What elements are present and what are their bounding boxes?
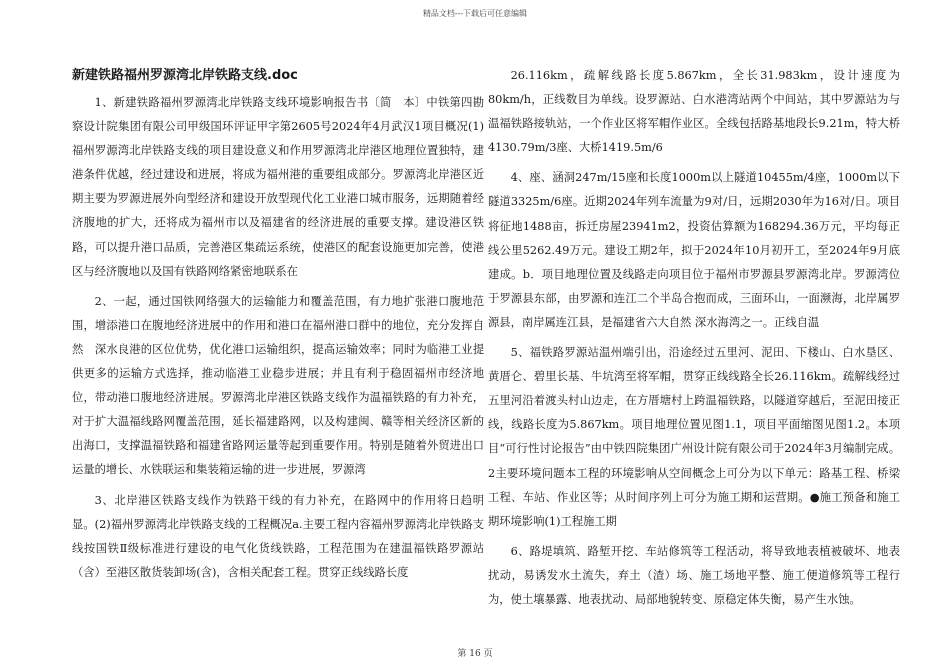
page-number: 第 16 页 xyxy=(457,649,493,659)
paragraph-1: 1、新建铁路福州罗源湾北岸铁路支线环境影响报告书〔简 本〕中铁第四勘察设计院集团有限公司甲级国环评证甲字第2605号2024年4月武汉1项目概况(1)福州罗源湾北岸铁路支线的项目建设意义和作用罗源湾北岸港区地理位置独特，建港条件优越，经过建设和进展，将成为福州港的重要组成部分。罗源湾北岸港区近期主要为罗源进展外向型经济和建设开放型现代化工业港口城市服务，远期随着经济腹地的扩大，还将成为福州市以及福建省的经济进展的重要支撑。建设港区铁路，可以提升港口品质，完善港区集疏运系统，使港区的配套设施更加完善，使港区与经济腹地以及国有铁路网络紧密地联系在 xyxy=(72,96,484,278)
paragraph-6: 6、路堤填筑、路堑开挖、车站修筑等工程活动，将导致地表植被破坏、地表扰动，易诱发水土流失，弃土（渣）场、施工场地平整、施工便道修筑等工程行为，使土壤暴露、地表扰动、局部地貌转变、原稳定体失衡，易产生水蚀。 xyxy=(488,544,900,606)
right-column xyxy=(488,64,900,618)
paragraph-continuation: 26.116km，疏解线路长度5.867km，全长31.983km，设计速度为80km/h，正线数目为单线。设罗源站、白水港湾站两个中间站，其中罗源站为与温福铁路接轨站，一个作业区将军帽作业区。全线包括路基地段长9.21m，特大桥4130.79m/3座、大桥1419.5m/6 xyxy=(488,69,900,155)
paragraph-2: 2、一起，通过国铁网络强大的运输能力和覆盖范围，有力地扩张港口腹地范围，增添港口在腹地经济进展中的作用和港口在福州港口群中的地位，充分发挥自然 深水良港的区位优势，优化港口运输组织，提高运输效率；同时为临港工业提供更多的运输方式选择，推动临港工业稳步进展；并且有利于稳固福州市经济地位，带动港口腹地经济进展。罗源湾北岸港区铁路支线作为温福铁路的有力补充，对于扩大温福线路网覆盖范围，延长福建路网，以及构建闽、赣等相关经济区新的出海口，支撑温福铁路和福建省路网运量等起到重要作用。特别是随着外贸进出口运量的增长、水铁联运和集装箱运输的进一步进展，罗源湾 xyxy=(72,294,484,477)
paragraph-3: 3、北岸港区铁路支线作为铁路干线的有力补充，在路网中的作用将日趋明显。(2)福州罗源湾北岸铁路支线的工程概况a.主要工程内容福州罗源湾北岸铁路支线按国铁Ⅱ级标准进行建设的电气化货线铁路，工程范围为在建温福铁路罗源站（含）至港区散货装卸场(含)，含相关配套工程。贯穿正线线路长度 xyxy=(72,493,484,579)
paragraph-4: 4、座、涵洞247m/15座和长度1000m以上隧道10455m/4座，1000m以下隧道3325m/6座。近期2024年列车流量为9对/日，远期2030年为16对/日。项目将征地1488亩，拆迁房屋23941m2，投资估算额为168294.36万元，平均每正线公里5262.49万元。建设工期2年，拟于2024年10月初开工，至2024年9月底建成。b．项目地理位置及线路走向项目位于福州市罗源县罗源湾北岸。罗源湾位于罗源县东部，由罗源和连江二个半岛合抱而成，三面环山，一面濒海，北岸属罗源县，南岸属连江县，是福建省六大自然 深水海湾之一。正线自温 xyxy=(488,171,900,329)
left-column xyxy=(72,64,484,591)
paragraph-5: 5、福铁路罗源站温州端引出，沿途经过五里河、泥田、下楼山、白水垦区、黄厝仑、碧里长基、牛坑湾至将军帽，贯穿正线线路全长26.116km。疏解线经过五里河沿着渡头村山边走，在方厝塘村上跨温福铁路，以隧道穿越后，至泥田接正线，线路长度为5.867km。项目地理位置见图1.1，项目平面缩图见图1.2。本项目“可行性讨论报告”由中铁四院集团广州设计院有限公司于2024年3月编制完成。2主要环境问题本工程的环境影响从空间概念上可分为以下单元：路基工程、桥梁工程、车站、作业区等；从时间序列上可分为施工期和运营期。●施工预备和施工期环境影响(1)工程施工期 xyxy=(488,346,900,528)
page-header: 精品文档---下载后可任意编辑 xyxy=(422,9,528,18)
document-title: 新建铁路福州罗源湾北岸铁路支线.doc xyxy=(72,68,298,83)
